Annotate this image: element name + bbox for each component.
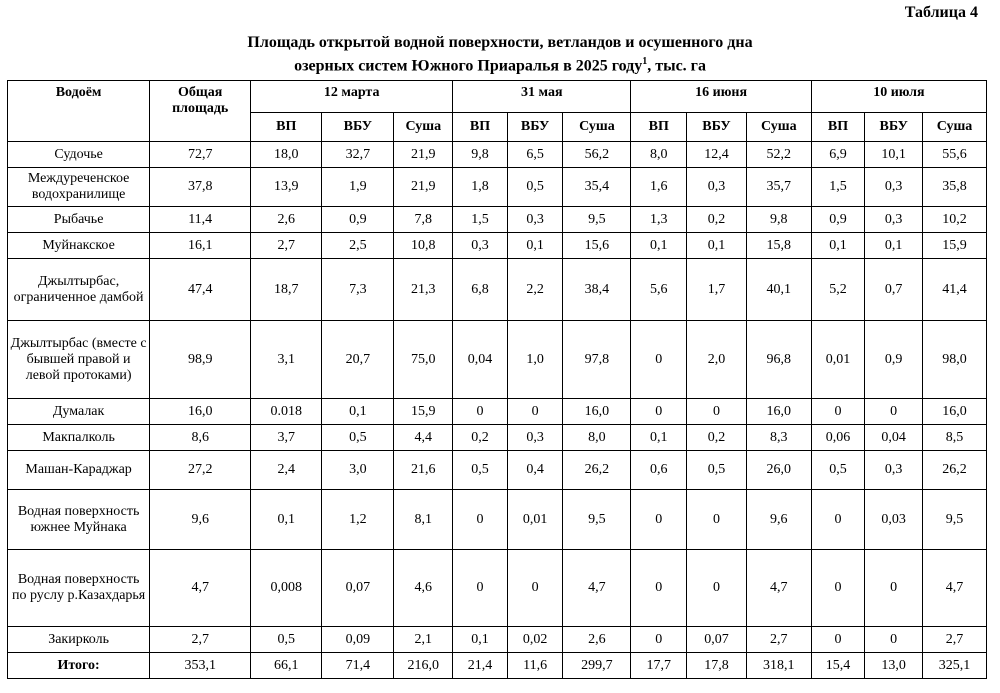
land-cell: 8,0 — [563, 425, 631, 451]
land-cell: 26,2 — [923, 451, 987, 490]
header-row-dates — [8, 81, 987, 113]
vp-cell: 2,4 — [251, 451, 322, 490]
total-area-cell: 353,1 — [150, 653, 251, 679]
vp-cell: 0 — [811, 399, 865, 425]
header-sub-land: Суша — [394, 113, 453, 142]
table-row — [8, 207, 987, 233]
vbu-cell: 0 — [687, 550, 747, 627]
table-row — [8, 321, 987, 399]
land-cell: 16,0 — [563, 399, 631, 425]
vbu-cell: 12,4 — [687, 142, 747, 168]
reservoir-name: Рыбачье — [8, 207, 150, 233]
total-area-cell: 8,6 — [150, 425, 251, 451]
caption-line-2 — [0, 52, 1000, 75]
header-date-4: 10 июля — [811, 81, 986, 113]
caption-line-1: Площадь открытой водной поверхности, ветландов и осушенного дна — [247, 34, 753, 51]
header-sub-vbu: ВБУ — [687, 113, 747, 142]
land-cell: 2,7 — [923, 627, 987, 653]
vbu-cell: 1,2 — [322, 490, 394, 550]
vp-cell: 9,8 — [453, 142, 508, 168]
land-cell: 26,2 — [563, 451, 631, 490]
vp-cell: 0,04 — [453, 321, 508, 399]
table-row — [8, 259, 987, 321]
vp-cell: 0,2 — [453, 425, 508, 451]
header-date-3: 16 июня — [631, 81, 811, 113]
vbu-cell: 0,01 — [507, 490, 563, 550]
vbu-cell: 1,7 — [687, 259, 747, 321]
vbu-cell: 0,1 — [865, 233, 923, 259]
vp-cell: 0,01 — [811, 321, 865, 399]
vbu-cell: 0,2 — [687, 425, 747, 451]
table-row — [8, 490, 987, 550]
land-cell: 4,6 — [394, 550, 453, 627]
land-cell: 15,9 — [923, 233, 987, 259]
vp-cell: 0,1 — [631, 233, 687, 259]
vp-cell: 3,7 — [251, 425, 322, 451]
vbu-cell: 11,6 — [507, 653, 563, 679]
land-cell: 4,7 — [746, 550, 811, 627]
table-row — [8, 653, 987, 679]
reservoir-name: Итого: — [8, 653, 150, 679]
table-row — [8, 142, 987, 168]
table-row — [8, 425, 987, 451]
vbu-cell: 0,3 — [687, 168, 747, 207]
land-cell: 75,0 — [394, 321, 453, 399]
vp-cell: 0 — [811, 627, 865, 653]
vbu-cell: 0,5 — [322, 425, 394, 451]
vp-cell: 1,6 — [631, 168, 687, 207]
vbu-cell: 6,5 — [507, 142, 563, 168]
vbu-cell: 0 — [507, 399, 563, 425]
vp-cell: 18,7 — [251, 259, 322, 321]
vp-cell: 5,2 — [811, 259, 865, 321]
vp-cell: 0 — [631, 399, 687, 425]
land-cell: 15,9 — [394, 399, 453, 425]
total-area-cell: 47,4 — [150, 259, 251, 321]
reservoir-name: Муйнакское — [8, 233, 150, 259]
vp-cell: 0,5 — [811, 451, 865, 490]
land-cell: 9,5 — [563, 207, 631, 233]
vp-cell: 0.018 — [251, 399, 322, 425]
reservoir-name: Машан-Караджар — [8, 451, 150, 490]
vp-cell: 1,8 — [453, 168, 508, 207]
land-cell: 98,0 — [923, 321, 987, 399]
vp-cell: 0 — [453, 490, 508, 550]
land-cell: 21,3 — [394, 259, 453, 321]
vbu-cell: 0 — [507, 550, 563, 627]
land-cell: 9,8 — [746, 207, 811, 233]
vbu-cell: 20,7 — [322, 321, 394, 399]
vp-cell: 2,7 — [251, 233, 322, 259]
vbu-cell: 0 — [865, 627, 923, 653]
land-cell: 41,4 — [923, 259, 987, 321]
vbu-cell: 0,2 — [687, 207, 747, 233]
land-cell: 21,6 — [394, 451, 453, 490]
header-sub-vp: ВП — [251, 113, 322, 142]
vp-cell: 21,4 — [453, 653, 508, 679]
total-area-cell: 37,8 — [150, 168, 251, 207]
vbu-cell: 0,7 — [865, 259, 923, 321]
total-area-cell: 4,7 — [150, 550, 251, 627]
reservoir-name: Междуреченское водохранилище — [8, 168, 150, 207]
land-cell: 9,5 — [923, 490, 987, 550]
vbu-cell: 2,5 — [322, 233, 394, 259]
table-row — [8, 168, 987, 207]
land-cell: 21,9 — [394, 142, 453, 168]
vp-cell: 0,1 — [453, 627, 508, 653]
table-row — [8, 550, 987, 627]
reservoir-name: Закирколь — [8, 627, 150, 653]
vbu-cell: 0,07 — [687, 627, 747, 653]
vp-cell: 0,5 — [453, 451, 508, 490]
header-sub-vp: ВП — [811, 113, 865, 142]
land-cell: 9,6 — [746, 490, 811, 550]
header-date-2: 31 мая — [453, 81, 631, 113]
vp-cell: 0,1 — [251, 490, 322, 550]
footnote-mark: 1 — [642, 56, 648, 67]
total-area-cell: 2,7 — [150, 627, 251, 653]
land-cell: 10,8 — [394, 233, 453, 259]
vp-cell: 8,0 — [631, 142, 687, 168]
vp-cell: 0,5 — [251, 627, 322, 653]
land-cell: 10,2 — [923, 207, 987, 233]
land-cell: 15,6 — [563, 233, 631, 259]
reservoir-name: Водная поверхность по руслу р.Казахдарья — [8, 550, 150, 627]
vbu-cell: 17,8 — [687, 653, 747, 679]
table-caption — [0, 33, 1000, 75]
vp-cell: 0 — [811, 490, 865, 550]
total-area-cell: 16,0 — [150, 399, 251, 425]
vbu-cell: 2,2 — [507, 259, 563, 321]
land-cell: 4,7 — [563, 550, 631, 627]
land-cell: 35,4 — [563, 168, 631, 207]
land-cell: 325,1 — [923, 653, 987, 679]
vp-cell: 0 — [811, 550, 865, 627]
vp-cell: 0 — [631, 627, 687, 653]
land-cell: 16,0 — [923, 399, 987, 425]
reservoir-name: Судочье — [8, 142, 150, 168]
total-area-cell: 11,4 — [150, 207, 251, 233]
vbu-cell: 0,5 — [507, 168, 563, 207]
vbu-cell: 0,1 — [322, 399, 394, 425]
land-cell: 15,8 — [746, 233, 811, 259]
land-cell: 2,7 — [746, 627, 811, 653]
total-area-cell: 16,1 — [150, 233, 251, 259]
land-cell: 9,5 — [563, 490, 631, 550]
total-area-cell: 9,6 — [150, 490, 251, 550]
land-cell: 52,2 — [746, 142, 811, 168]
land-cell: 56,2 — [563, 142, 631, 168]
land-cell: 38,4 — [563, 259, 631, 321]
vp-cell: 1,3 — [631, 207, 687, 233]
vp-cell: 17,7 — [631, 653, 687, 679]
vp-cell: 5,6 — [631, 259, 687, 321]
vbu-cell: 0 — [687, 399, 747, 425]
vp-cell: 1,5 — [811, 168, 865, 207]
total-area-cell: 27,2 — [150, 451, 251, 490]
table-row — [8, 233, 987, 259]
total-area-cell: 72,7 — [150, 142, 251, 168]
reservoir-name: Джылтырбас, ограниченное дамбой — [8, 259, 150, 321]
header-sub-vp: ВП — [631, 113, 687, 142]
land-cell: 55,6 — [923, 142, 987, 168]
land-cell: 299,7 — [563, 653, 631, 679]
header-sub-vbu: ВБУ — [507, 113, 563, 142]
vp-cell: 0 — [631, 490, 687, 550]
land-cell: 26,0 — [746, 451, 811, 490]
land-cell: 35,7 — [746, 168, 811, 207]
land-cell: 96,8 — [746, 321, 811, 399]
vbu-cell: 0,9 — [865, 321, 923, 399]
land-cell: 8,5 — [923, 425, 987, 451]
reservoir-name: Думалак — [8, 399, 150, 425]
vp-cell: 0,1 — [811, 233, 865, 259]
vbu-cell: 0,1 — [507, 233, 563, 259]
header-sub-vp: ВП — [453, 113, 508, 142]
header-reservoir: Водоём — [8, 81, 150, 142]
vbu-cell: 1,0 — [507, 321, 563, 399]
caption-line-2-tail: , тыс. га — [647, 57, 706, 75]
vp-cell: 0 — [631, 321, 687, 399]
land-cell: 16,0 — [746, 399, 811, 425]
table-body — [8, 142, 987, 679]
vp-cell: 13,9 — [251, 168, 322, 207]
vbu-cell: 0,4 — [507, 451, 563, 490]
vp-cell: 18,0 — [251, 142, 322, 168]
vbu-cell: 0,3 — [865, 168, 923, 207]
water-area-table — [7, 80, 987, 679]
reservoir-name: Макпалколь — [8, 425, 150, 451]
vbu-cell: 0,07 — [322, 550, 394, 627]
land-cell: 8,1 — [394, 490, 453, 550]
land-cell: 2,6 — [563, 627, 631, 653]
land-cell: 4,4 — [394, 425, 453, 451]
vbu-cell: 0 — [687, 490, 747, 550]
reservoir-name: Джылтырбас (вместе с бывшей правой и левой протоками) — [8, 321, 150, 399]
vp-cell: 0 — [453, 550, 508, 627]
vp-cell: 66,1 — [251, 653, 322, 679]
vbu-cell: 0,5 — [687, 451, 747, 490]
vbu-cell: 3,0 — [322, 451, 394, 490]
header-sub-land: Суша — [563, 113, 631, 142]
header-total-area: Общая площадь — [150, 81, 251, 142]
land-cell: 4,7 — [923, 550, 987, 627]
vbu-cell: 0 — [865, 550, 923, 627]
vbu-cell: 0,3 — [865, 207, 923, 233]
land-cell: 7,8 — [394, 207, 453, 233]
vp-cell: 0,1 — [631, 425, 687, 451]
table-row — [8, 451, 987, 490]
land-cell: 40,1 — [746, 259, 811, 321]
vbu-cell: 0,09 — [322, 627, 394, 653]
vbu-cell: 0,1 — [687, 233, 747, 259]
vbu-cell: 32,7 — [322, 142, 394, 168]
vbu-cell: 1,9 — [322, 168, 394, 207]
vbu-cell: 2,0 — [687, 321, 747, 399]
land-cell: 2,1 — [394, 627, 453, 653]
header-sub-vbu: ВБУ — [865, 113, 923, 142]
vbu-cell: 0,03 — [865, 490, 923, 550]
table-row — [8, 399, 987, 425]
vp-cell: 0,6 — [631, 451, 687, 490]
land-cell: 97,8 — [563, 321, 631, 399]
vbu-cell: 10,1 — [865, 142, 923, 168]
vbu-cell: 0,04 — [865, 425, 923, 451]
vp-cell: 3,1 — [251, 321, 322, 399]
table-number-label: Таблица 4 — [904, 4, 978, 21]
vp-cell: 0 — [631, 550, 687, 627]
vp-cell: 6,8 — [453, 259, 508, 321]
table-row — [8, 627, 987, 653]
vp-cell: 1,5 — [453, 207, 508, 233]
land-cell: 8,3 — [746, 425, 811, 451]
land-cell: 318,1 — [746, 653, 811, 679]
vbu-cell: 7,3 — [322, 259, 394, 321]
land-cell: 21,9 — [394, 168, 453, 207]
header-sub-land: Суша — [746, 113, 811, 142]
vbu-cell: 0,9 — [322, 207, 394, 233]
vp-cell: 15,4 — [811, 653, 865, 679]
vbu-cell: 0,02 — [507, 627, 563, 653]
header-date-1: 12 марта — [251, 81, 453, 113]
caption-line-2-text: озерных систем Южного Приаралья в 2025 году — [294, 57, 643, 75]
vbu-cell: 13,0 — [865, 653, 923, 679]
vp-cell: 0,3 — [453, 233, 508, 259]
vbu-cell: 0,3 — [507, 207, 563, 233]
vp-cell: 2,6 — [251, 207, 322, 233]
header-sub-vbu: ВБУ — [322, 113, 394, 142]
vp-cell: 0,008 — [251, 550, 322, 627]
reservoir-name: Водная поверхность южнее Муйнака — [8, 490, 150, 550]
header-sub-land: Суша — [923, 113, 987, 142]
total-area-cell: 98,9 — [150, 321, 251, 399]
vbu-cell: 71,4 — [322, 653, 394, 679]
vp-cell: 0 — [453, 399, 508, 425]
vbu-cell: 0,3 — [507, 425, 563, 451]
vp-cell: 6,9 — [811, 142, 865, 168]
vp-cell: 0,9 — [811, 207, 865, 233]
land-cell: 216,0 — [394, 653, 453, 679]
vp-cell: 0,06 — [811, 425, 865, 451]
land-cell: 35,8 — [923, 168, 987, 207]
vbu-cell: 0 — [865, 399, 923, 425]
vbu-cell: 0,3 — [865, 451, 923, 490]
